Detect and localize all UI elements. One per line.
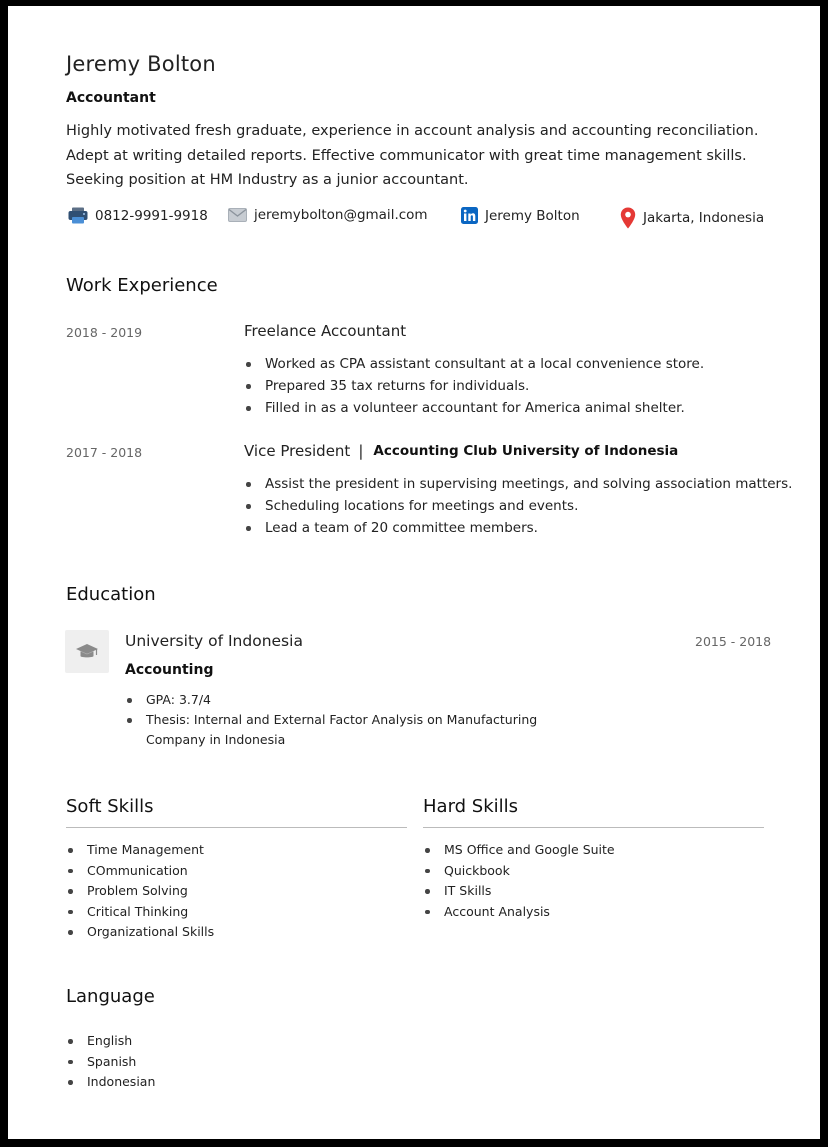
list-item: Filled in as a volunteer accountant for America animal shelter. <box>244 397 704 419</box>
school-name: University of Indonesia <box>125 632 303 650</box>
job-title <box>244 442 678 460</box>
hard-skills-heading: Hard Skills <box>423 796 519 817</box>
list-item: Organizational Skills <box>66 922 214 943</box>
contact-phone <box>68 207 208 224</box>
list-item: Scheduling locations for meetings and events. <box>244 495 792 517</box>
title-separator: | <box>358 442 364 460</box>
list-item: Thesis: Internal and External Factor Analysis on Manufacturing Company in Indonesia <box>125 710 595 750</box>
resume-page <box>8 6 820 1139</box>
job-organization: Accounting Club University of Indonesia <box>373 443 679 459</box>
job-title-text: Freelance Accountant <box>244 322 407 340</box>
phone-number: 0812-9991-9918 <box>95 207 208 224</box>
candidate-name: Jeremy Bolton <box>66 52 216 76</box>
mail-icon <box>228 208 247 222</box>
list-item: IT Skills <box>423 881 615 902</box>
graduation-cap-icon <box>75 643 99 661</box>
location-pin-icon <box>620 207 636 229</box>
list-item: Account Analysis <box>423 902 615 923</box>
summary-text: Highly motivated fresh graduate, experience in account analysis and accounting reconciliation. Adept at writing detailed reports. Effective communicator with great time management skills. Seeking position at HM Industry as a junior accountant. <box>66 123 759 188</box>
soft-skills-heading: Soft Skills <box>66 796 154 817</box>
email-address[interactable]: jeremybolton@gmail.com <box>254 207 428 223</box>
job-bullet-list <box>244 353 704 419</box>
hard-skills-list <box>423 840 615 922</box>
list-item: MS Office and Google Suite <box>423 840 615 861</box>
list-item: Time Management <box>66 840 214 861</box>
contact-email[interactable] <box>228 207 428 223</box>
list-item: Indonesian <box>66 1072 155 1093</box>
education-dates: 2015 - 2018 <box>695 634 772 649</box>
language-heading: Language <box>66 986 155 1007</box>
hard-skills-divider <box>423 827 764 828</box>
education-heading: Education <box>66 584 156 605</box>
contact-linkedin[interactable] <box>461 207 580 224</box>
education-bullet-list <box>125 690 595 750</box>
phone-icon <box>68 207 88 224</box>
soft-skills-list <box>66 840 214 943</box>
major-name: Accounting <box>125 662 214 678</box>
list-item: Critical Thinking <box>66 902 214 923</box>
job-bullet-list <box>244 473 792 539</box>
list-item: Problem Solving <box>66 881 214 902</box>
education-icon-box <box>65 630 109 673</box>
linkedin-icon <box>461 207 478 224</box>
job-dates: 2017 - 2018 <box>66 445 143 460</box>
list-item: Lead a team of 20 committee members. <box>244 517 792 539</box>
list-item: English <box>66 1031 155 1052</box>
list-item: Spanish <box>66 1052 155 1073</box>
language-list <box>66 1031 155 1093</box>
list-item: Quickbook <box>423 861 615 882</box>
job-title-text: Vice President <box>244 442 351 460</box>
list-item: Worked as CPA assistant consultant at a local convenience store. <box>244 353 704 375</box>
job-dates: 2018 - 2019 <box>66 325 143 340</box>
job-title <box>244 322 406 340</box>
list-item: Prepared 35 tax returns for individuals. <box>244 375 704 397</box>
linkedin-name[interactable]: Jeremy Bolton <box>485 207 580 224</box>
work-experience-heading: Work Experience <box>66 275 218 296</box>
list-item: GPA: 3.7/4 <box>125 690 595 710</box>
contact-location <box>620 207 764 229</box>
list-item: COmmunication <box>66 861 214 882</box>
soft-skills-divider <box>66 827 407 828</box>
candidate-role: Accountant <box>66 90 156 106</box>
list-item: Assist the president in supervising meetings, and solving association matters. <box>244 473 792 495</box>
location-text: Jakarta, Indonesia <box>643 210 765 226</box>
